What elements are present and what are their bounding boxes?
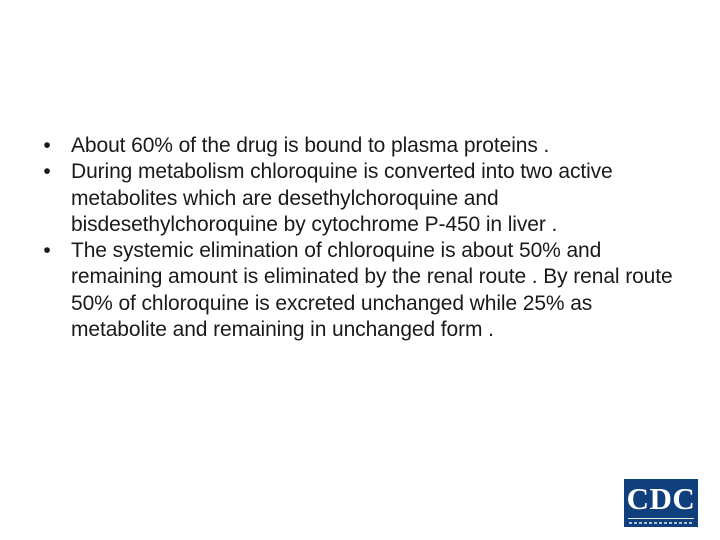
- bullet-item-metabolism: [40, 159, 690, 238]
- bullet-list: [40, 133, 690, 343]
- bullet-marker: •: [43, 239, 51, 263]
- bullet-marker: •: [43, 160, 51, 184]
- cdc-logo: [624, 479, 698, 527]
- bullet-text: During metabolism chloroquine is converted into two active metabolites which are desethylchoroquine and bisdesethylchoroquine by cytochrome P-450 in liver .: [71, 160, 613, 236]
- cdc-logo-letters: CDC: [626, 480, 696, 516]
- bullet-item-elimination: [40, 238, 690, 343]
- cdc-logo-tagline-graphic: [629, 522, 693, 524]
- bullet-text: The systemic elimination of chloroquine is about 50% and remaining amount is eliminated by the renal route . By renal route 50% of chloroquine is excreted unchanged while 25% as metabolite and remaining in unchanged form .: [71, 239, 673, 342]
- cdc-logo-rule: [628, 518, 694, 519]
- bullet-text: About 60% of the drug is bound to plasma proteins .: [71, 134, 550, 157]
- bullet-item-protein-binding: [40, 133, 690, 159]
- bullet-marker: •: [43, 134, 51, 157]
